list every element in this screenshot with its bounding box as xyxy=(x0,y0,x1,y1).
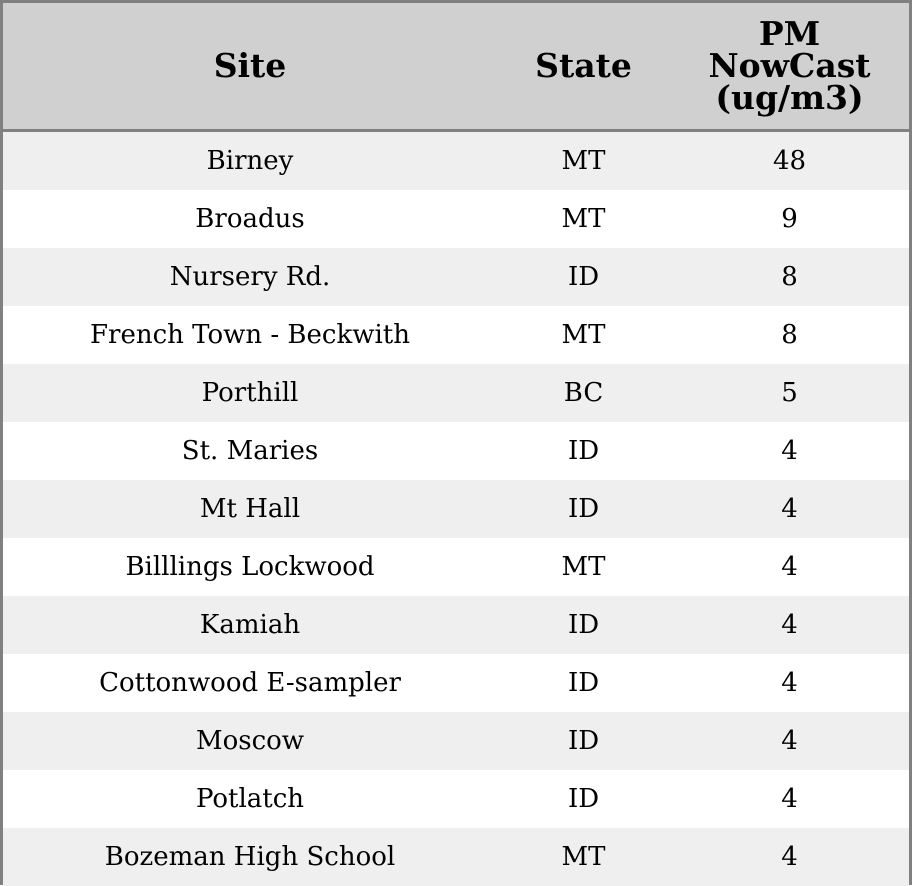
header-pm-line-3: (ug/m3) xyxy=(715,78,864,117)
cell-state: MT xyxy=(561,552,606,582)
table-row xyxy=(3,596,909,654)
table-row xyxy=(3,538,909,596)
cell-state: ID xyxy=(567,436,600,466)
table-row xyxy=(3,132,909,190)
header-state: State xyxy=(535,46,632,85)
cell-pm-value: 4 xyxy=(781,436,798,466)
cell-site: Porthill xyxy=(201,378,299,408)
header-pm-line-1: PM xyxy=(758,14,821,53)
cell-state: ID xyxy=(567,726,600,756)
cell-pm-value: 8 xyxy=(781,320,798,350)
cell-pm-value: 4 xyxy=(781,494,798,524)
cell-state: MT xyxy=(561,146,606,176)
cell-pm-value: 48 xyxy=(772,146,807,176)
cell-pm-value: 8 xyxy=(781,262,798,292)
table-row xyxy=(3,422,909,480)
table-body xyxy=(3,132,909,886)
cell-pm-value: 4 xyxy=(781,842,798,872)
cell-state: ID xyxy=(567,494,600,524)
cell-pm-value: 4 xyxy=(781,726,798,756)
table-row xyxy=(3,306,909,364)
cell-pm-value: 9 xyxy=(781,204,798,234)
cell-site: Potlatch xyxy=(195,784,305,814)
cell-site: Mt Hall xyxy=(199,494,301,524)
table-row xyxy=(3,654,909,712)
cell-site: Birney xyxy=(206,146,294,176)
table-row xyxy=(3,712,909,770)
table-header-row xyxy=(3,3,909,132)
cell-pm-value: 4 xyxy=(781,552,798,582)
cell-pm-value: 4 xyxy=(781,610,798,640)
cell-site: Kamiah xyxy=(199,610,301,640)
table-row xyxy=(3,770,909,828)
cell-state: MT xyxy=(561,204,606,234)
cell-site: Billlings Lockwood xyxy=(125,552,375,582)
cell-pm-value: 5 xyxy=(781,378,798,408)
cell-state: BC xyxy=(563,378,604,408)
header-pm-line-2: NowCast xyxy=(708,46,871,85)
cell-site: Bozeman High School xyxy=(104,842,396,872)
cell-site: French Town - Beckwith xyxy=(89,320,411,350)
cell-state: ID xyxy=(567,262,600,292)
cell-pm-value: 4 xyxy=(781,668,798,698)
header-site: Site xyxy=(213,46,287,85)
header-pm-nowcast xyxy=(670,3,909,129)
cell-state: MT xyxy=(561,842,606,872)
table-row xyxy=(3,190,909,248)
cell-state: ID xyxy=(567,610,600,640)
table-row xyxy=(3,480,909,538)
cell-site: Moscow xyxy=(195,726,305,756)
cell-site: St. Maries xyxy=(181,436,319,466)
cell-state: ID xyxy=(567,668,600,698)
cell-pm-value: 4 xyxy=(781,784,798,814)
table-row xyxy=(3,248,909,306)
cell-site: Cottonwood E-sampler xyxy=(99,668,401,698)
cell-state: ID xyxy=(567,784,600,814)
cell-site: Broadus xyxy=(195,204,305,234)
cell-site: Nursery Rd. xyxy=(169,262,331,292)
cell-state: MT xyxy=(561,320,606,350)
table-row xyxy=(3,364,909,422)
table-row xyxy=(3,828,909,886)
